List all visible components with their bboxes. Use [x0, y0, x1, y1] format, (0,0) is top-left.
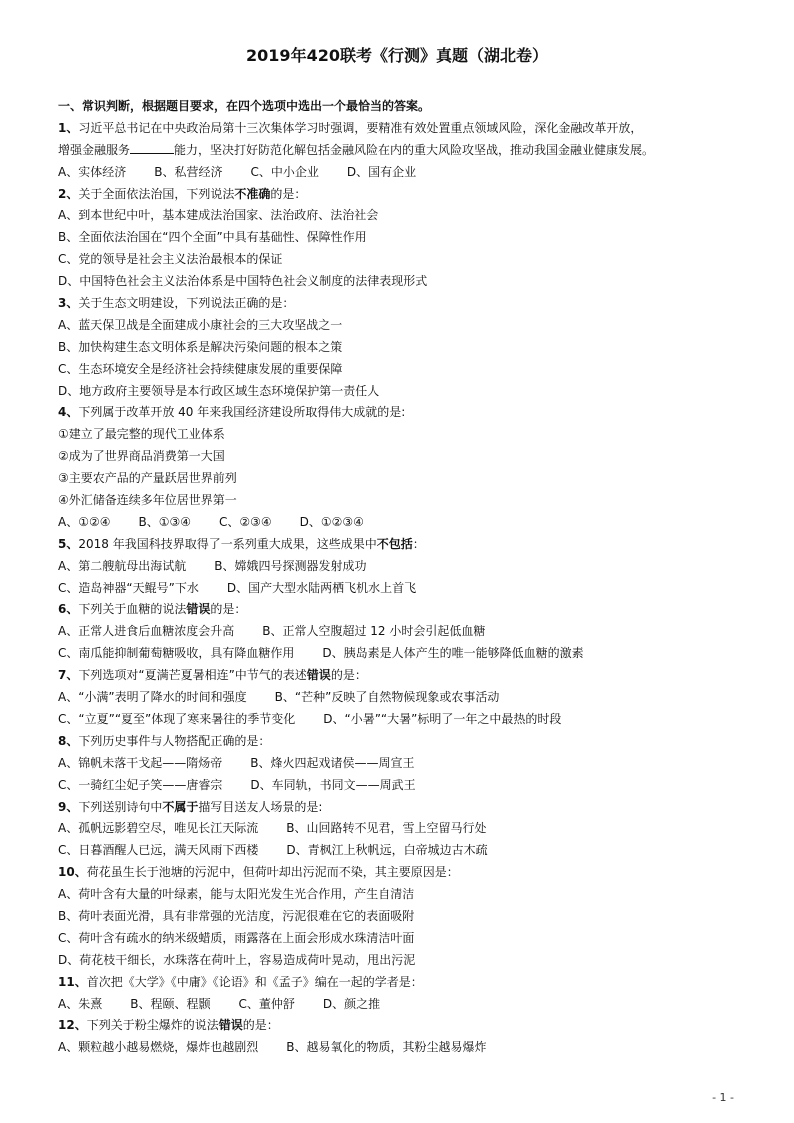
- option-a: A、实体经济: [58, 164, 127, 179]
- option-b: B、荷叶表面光滑，具有非常强的光洁度，污泥很难在它的表面吸附: [58, 908, 415, 923]
- option-b: B、山回路转不见君，雪上空留马行处: [286, 821, 487, 836]
- option-d: D、车同轨，书同文——周武王: [250, 777, 416, 792]
- option-a: A、“小满”表明了降水的时间和强度: [58, 690, 247, 705]
- option-d: D、颜之推: [322, 996, 381, 1011]
- option-d: D、地方政府主要领导是本行政区域生态环境保护第一责任人: [58, 383, 380, 398]
- question-8: 8、下列历史事件与人物搭配正确的是：: [58, 733, 271, 748]
- option-a: A、荷叶含有大量的叶绿素，能与太阳光发生光合作用，产生自清洁: [58, 887, 415, 902]
- option-c: C、“立夏”“夏至”体现了寒来暑往的季节变化: [58, 711, 296, 726]
- option-c: C、造岛神器“天鲲号”下水: [58, 580, 199, 595]
- question-3: 3、关于生态文明建设，下列说法正确的是：: [58, 296, 295, 311]
- question-1-cont: 增强金融服务 能力，坚决打好防范化解包括金融风险在内的重大风险攻坚战，推动我国金融业健康发展。: [58, 142, 655, 157]
- option-d: D、①②③④: [299, 514, 364, 529]
- question-6-options-ab: [58, 621, 748, 643]
- option-a: A、①②④: [58, 514, 111, 529]
- option-c: C、荷叶含有疏水的纳米级蜡质，雨露落在上面会形成水珠清洁叶面: [58, 930, 415, 945]
- option-c: C、日暮酒醒人已远，满天风雨下西楼: [58, 843, 259, 858]
- statement-4: ④外汇储备连续多年位居世界第一: [58, 493, 237, 508]
- document-body: [58, 96, 748, 1059]
- statement-3: ③主要农产品的产量跃居世界前列: [58, 471, 237, 486]
- option-b: B、越易氧化的物质，其粉尘越易爆炸: [286, 1040, 487, 1055]
- question-1: 1、习近平总书记在中央政治局第十三次集体学习时强调，要精准有效处置重点领域风险，深化金融改革开放，: [58, 120, 643, 135]
- option-d: D、荷花枝干细长，水珠落在荷叶上，容易造成荷叶晃动，甩出污泥: [58, 952, 416, 967]
- option-d: D、国产大型水陆两栖飞机水上首飞: [226, 580, 417, 595]
- option-a: A、孤帆远影碧空尽，唯见长江天际流: [58, 821, 259, 836]
- question-12-options-ab: [58, 1037, 748, 1059]
- option-a: A、颗粒越小越易燃烧，爆炸也越剧烈: [58, 1040, 259, 1055]
- option-d: D、“小暑”“大暑”标明了一年之中最热的时段: [323, 711, 562, 726]
- question-4-options: [58, 512, 748, 534]
- question-11-options: [58, 994, 748, 1016]
- option-b: B、“芒种”反映了自然物候现象或农事活动: [274, 690, 500, 705]
- option-d: D、胰岛素是人体产生的唯一能够降低血糖的激素: [322, 646, 584, 661]
- option-a: A、朱熹: [58, 996, 103, 1011]
- option-d: D、中国特色社会主义法治体系是中国特色社会义制度的法律表现形式: [58, 274, 428, 289]
- question-11: 11、首次把《大学》《中庸》《论语》和《孟子》编在一起的学者是：: [58, 974, 423, 989]
- option-b: B、私营经济: [154, 164, 223, 179]
- option-a: A、到本世纪中叶，基本建成法治国家、法治政府、法治社会: [58, 208, 379, 223]
- question-9: 9、下列送别诗句中不属于描写目送友人场景的是:: [58, 799, 323, 814]
- option-c: C、一骑红尘妃子笑——唐睿宗: [58, 777, 223, 792]
- option-d: D、国有企业: [346, 164, 417, 179]
- question-7: 7、下列选项对“夏满芒夏暑相连”中节气的表述错误的是：: [58, 668, 367, 683]
- option-a: A、第二艘航母出海试航: [58, 558, 187, 573]
- option-c: C、生态环境安全是经济社会持续健康发展的重要保障: [58, 361, 343, 376]
- question-10: 10、荷花虽生长于池塘的污泥中，但荷叶却出污泥而不染，其主要原因是：: [58, 865, 459, 880]
- question-5: 5、2018 年我国科技界取得了一系列重大成果，这些成果中不包括：: [58, 536, 425, 551]
- option-b: B、全面依法治国在“四个全面”中具有基础性、保障性作用: [58, 230, 367, 245]
- question-2: 2、关于全面依法治国，下列说法不准确的是：: [58, 186, 307, 201]
- option-b: B、程颐、程颢: [130, 996, 211, 1011]
- option-b: B、加快构建生态文明体系是解决污染问题的根本之策: [58, 339, 343, 354]
- question-8-options-ab: [58, 753, 748, 775]
- option-c: C、党的领导是社会主义法治最根本的保证: [58, 252, 283, 267]
- question-9-options-cd: [58, 840, 748, 862]
- option-d: D、青枫江上秋帆远，白帝城边古木疏: [286, 843, 488, 858]
- option-b: B、正常人空腹超过 12 小时会引起低血糖: [262, 624, 486, 639]
- option-c: C、中小企业: [250, 164, 319, 179]
- question-1-options: [58, 162, 748, 184]
- question-12: 12、下列关于粉尘爆炸的说法错误的是：: [58, 1018, 279, 1033]
- option-b: B、①③④: [138, 514, 191, 529]
- option-a: A、正常人进食后血糖浓度会升高: [58, 624, 235, 639]
- question-6-options-cd: [58, 643, 748, 665]
- option-a: A、蓝天保卫战是全面建成小康社会的三大攻坚战之一: [58, 317, 343, 332]
- statement-1: ①建立了最完整的现代工业体系: [58, 427, 225, 442]
- fill-blank: [130, 141, 174, 154]
- option-b: B、嫦娥四号探测器发射成功: [214, 558, 367, 573]
- question-8-options-cd: [58, 775, 748, 797]
- document-title: 2019年420联考《行测》真题（湖北卷）: [246, 46, 548, 65]
- option-c: C、南瓜能抑制葡萄糖吸收，具有降血糖作用: [58, 646, 295, 661]
- option-a: A、锦帆未落干戈起——隋炀帝: [58, 755, 223, 770]
- option-c: C、②③④: [219, 514, 272, 529]
- question-9-options-ab: [58, 818, 748, 840]
- page-number: - 1 -: [712, 1091, 734, 1104]
- question-6: 6、下列关于血糖的说法错误的是：: [58, 602, 247, 617]
- question-5-options-cd: [58, 578, 748, 600]
- option-c: C、董仲舒: [238, 996, 295, 1011]
- statement-2: ②成为了世界商品消费第一大国: [58, 449, 225, 464]
- question-7-options-cd: [58, 709, 748, 731]
- section-heading: 一、常识判断，根据题目要求，在四个选项中选出一个最恰当的答案。: [58, 99, 431, 113]
- option-b: B、烽火四起戏诸侯——周宣王: [250, 755, 415, 770]
- question-5-options-ab: [58, 556, 748, 578]
- question-4: 4、下列属于改革开放 40 年来我国经济建设所取得伟大成就的是:: [58, 405, 406, 420]
- question-7-options-ab: [58, 687, 748, 709]
